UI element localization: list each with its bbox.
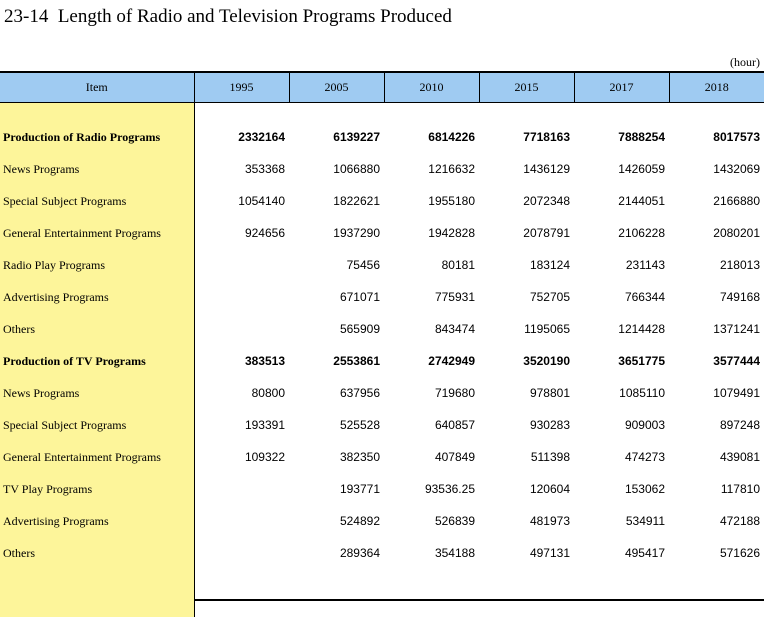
row-label: General Entertainment Programs	[0, 441, 194, 473]
table-cell: 80800	[251, 386, 285, 400]
row-label: News Programs	[0, 153, 194, 185]
column-header-2015: 2015	[479, 72, 574, 103]
filler-cell	[384, 569, 479, 617]
table-cell	[194, 537, 289, 569]
table-cell: 843474	[434, 322, 475, 336]
table-cell: 1066880	[333, 162, 380, 176]
table-row	[0, 217, 764, 249]
table-cell: 909003	[624, 418, 665, 432]
table-cell: 1195065	[524, 322, 570, 336]
table-cell: 534911	[625, 514, 665, 528]
table-row	[0, 313, 764, 345]
row-label: Others	[0, 313, 194, 345]
row-label: News Programs	[0, 377, 194, 409]
table-cell: 1822621	[333, 194, 380, 208]
table-cell: 407849	[434, 450, 475, 464]
column-header-2017: 2017	[574, 72, 669, 103]
table-cell: 109322	[244, 450, 285, 464]
table-cell	[194, 281, 289, 313]
table-cell: 495417	[624, 546, 665, 560]
table-cell: 930283	[529, 418, 570, 432]
table-cell: 1426059	[618, 162, 665, 176]
spacer-row	[0, 103, 764, 122]
column-header-1995: 1995	[194, 72, 289, 103]
table-cell: 1432069	[713, 162, 760, 176]
table-row	[0, 249, 764, 281]
spacer-cell	[0, 103, 194, 122]
table-cell: 1054140	[238, 194, 285, 208]
table-cell: 354188	[434, 546, 475, 560]
table-cell: 7888254	[618, 130, 665, 144]
table-cell: 2553861	[333, 354, 380, 368]
filler-cell	[289, 569, 384, 617]
row-label: General Entertainment Programs	[0, 217, 194, 249]
table-cell: 897248	[719, 418, 760, 432]
table-cell	[194, 505, 289, 537]
table-cell: 1371241	[713, 322, 760, 336]
table-cell: 1214428	[618, 322, 665, 336]
table-cell: 120604	[529, 482, 570, 496]
table-cell: 749168	[719, 290, 760, 304]
table-row	[0, 441, 764, 473]
row-label: Special Subject Programs	[0, 409, 194, 441]
column-header-2018: 2018	[669, 72, 764, 103]
table-cell: 93536.25	[424, 482, 475, 496]
table-cell: 752705	[529, 290, 570, 304]
table-cell: 153062	[624, 482, 665, 496]
table-cell: 1942828	[428, 226, 475, 240]
table-cell: 497131	[529, 546, 570, 560]
table-cell: 637956	[339, 386, 380, 400]
table-row	[0, 409, 764, 441]
table-cell: 2078791	[523, 226, 570, 240]
table-cell: 2106228	[618, 226, 665, 240]
table-cell: 75456	[346, 258, 380, 272]
table-cell: 524892	[339, 514, 380, 528]
table-cell: 218013	[719, 258, 760, 272]
filler-row	[0, 569, 764, 617]
table-cell: 80181	[441, 258, 475, 272]
table-cell: 571626	[719, 546, 760, 560]
data-table-container	[0, 71, 764, 601]
filler-cell	[479, 569, 574, 617]
table-row	[0, 345, 764, 377]
table-cell: 525528	[339, 418, 380, 432]
row-label: Advertising Programs	[0, 281, 194, 313]
table-cell: 1955180	[428, 194, 475, 208]
filler-cell	[669, 569, 764, 617]
table-cell: 7718163	[523, 130, 570, 144]
table-cell: 526839	[434, 514, 475, 528]
row-label: TV Play Programs	[0, 473, 194, 505]
table-cell: 439081	[719, 450, 760, 464]
filler-cell	[194, 569, 289, 617]
table-cell: 1436129	[523, 162, 570, 176]
table-cell: 565909	[339, 322, 380, 336]
table-cell: 3651775	[618, 354, 665, 368]
table-cell: 289364	[339, 546, 380, 560]
spacer-cell	[574, 103, 669, 122]
spacer-cell	[479, 103, 574, 122]
row-label: Production of Radio Programs	[0, 121, 194, 153]
table-cell: 766344	[624, 290, 665, 304]
table-cell: 6814226	[428, 130, 475, 144]
row-label: Production of TV Programs	[0, 345, 194, 377]
table-cell: 640857	[434, 418, 475, 432]
filler-cell	[574, 569, 669, 617]
table-cell: 472188	[719, 514, 760, 528]
table-cell: 231143	[625, 258, 665, 272]
table-row	[0, 185, 764, 217]
row-label: Others	[0, 537, 194, 569]
table-cell: 924656	[244, 226, 285, 240]
table-row	[0, 153, 764, 185]
table-cell	[194, 473, 289, 505]
table-cell: 2166880	[713, 194, 760, 208]
table-cell: 2144051	[618, 194, 665, 208]
table-cell: 3577444	[713, 354, 760, 368]
table-row	[0, 537, 764, 569]
table-cell: 193391	[244, 418, 285, 432]
table-row	[0, 505, 764, 537]
table-cell: 2742949	[428, 354, 475, 368]
table-cell: 474273	[624, 450, 665, 464]
header-row	[0, 72, 764, 103]
spacer-cell	[194, 103, 289, 122]
column-header-2010: 2010	[384, 72, 479, 103]
table-cell: 2332164	[238, 130, 285, 144]
column-header-2005: 2005	[289, 72, 384, 103]
table-body	[0, 103, 764, 618]
table-cell: 775931	[434, 290, 475, 304]
unit-label: (hour)	[730, 55, 760, 69]
table-cell: 511398	[530, 450, 570, 464]
filler-cell	[0, 569, 194, 617]
table-cell	[194, 249, 289, 281]
table-cell: 6139227	[333, 130, 380, 144]
spacer-cell	[289, 103, 384, 122]
row-label: Radio Play Programs	[0, 249, 194, 281]
table-cell	[194, 313, 289, 345]
row-label: Advertising Programs	[0, 505, 194, 537]
table-cell: 1937290	[333, 226, 380, 240]
table-cell: 3520190	[523, 354, 570, 368]
row-label: Special Subject Programs	[0, 185, 194, 217]
table-cell: 353368	[244, 162, 285, 176]
table-cell: 382350	[339, 450, 380, 464]
table-cell: 481973	[529, 514, 570, 528]
table-cell: 117810	[720, 482, 760, 496]
table-row	[0, 377, 764, 409]
table-cell: 8017573	[713, 130, 760, 144]
table-row	[0, 281, 764, 313]
table-cell: 1085110	[619, 386, 665, 400]
table-cell: 671071	[339, 290, 380, 304]
spacer-cell	[384, 103, 479, 122]
table-cell: 183124	[529, 258, 570, 272]
column-header-item: Item	[0, 72, 194, 103]
table-cell: 2072348	[523, 194, 570, 208]
table-cell: 193771	[339, 482, 380, 496]
table-cell: 1079491	[713, 386, 760, 400]
table-cell: 383513	[244, 354, 285, 368]
table-cell: 719680	[434, 386, 475, 400]
table-row	[0, 121, 764, 153]
table-cell: 978801	[529, 386, 570, 400]
table-cell: 2080201	[713, 226, 760, 240]
table-row	[0, 473, 764, 505]
data-table	[0, 71, 764, 617]
table-cell: 1216632	[428, 162, 475, 176]
spacer-cell	[669, 103, 764, 122]
page-title: 23-14 Length of Radio and Television Programs Produced	[4, 6, 452, 27]
